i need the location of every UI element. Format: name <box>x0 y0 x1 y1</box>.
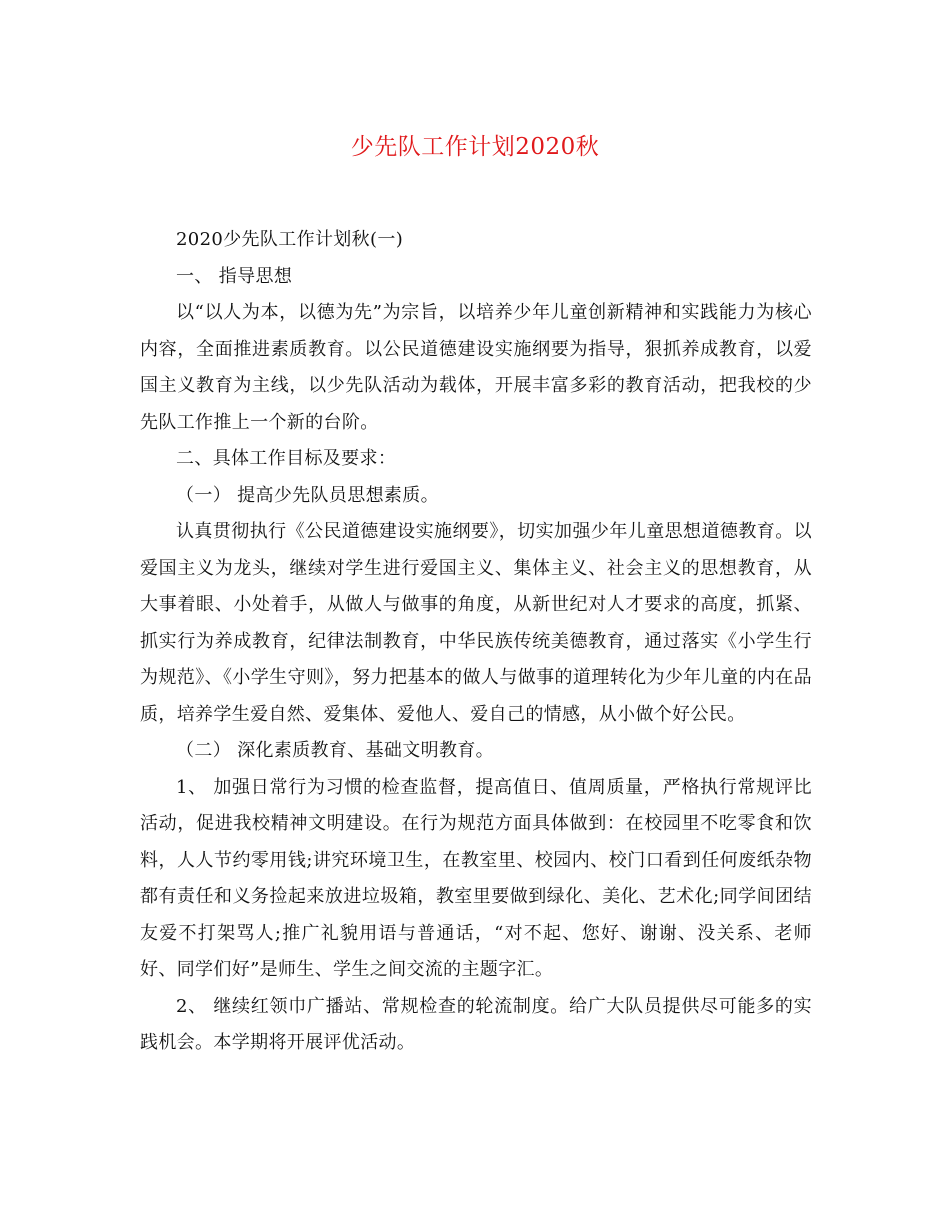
document-title: 少先队工作计划2020秋 <box>350 134 600 160</box>
document-body <box>140 222 812 1062</box>
subheading-ideological-quality: （一） 提高少先队员思想素质。 <box>176 484 439 506</box>
section-heading-plan-one: 2020少先队工作计划秋(一) <box>176 229 404 250</box>
section-heading-goals: 二、具体工作目标及要求： <box>176 448 397 469</box>
paragraph-item-2: 2、 继续红领巾广播站、常规检查的轮流制度。给广大队员提供尽可能多的实践机会。本学期将开展评优活动。 <box>140 995 812 1053</box>
section-heading-guiding-ideology: 一、 指导思想 <box>176 265 293 287</box>
paragraph-guiding-ideology: 以“以人为本，以德为先”为宗旨，以培养少年儿童创新精神和实践能力为核心内容，全面推进素质教育。以公民道德建设实施纲要为指导，狠抓养成教育，以爱国主义教育为主线，以少先队活动为载体，开展丰富多彩的教育活动，把我校的少先队工作推上一个新的台阶。 <box>140 302 812 433</box>
paragraph-item-1: 1、 加强日常行为习惯的检查监督，提高值日、值周质量，严格执行常规评比活动，促进我校精神文明建设。在行为规范方面具体做到：在校园里不吃零食和饮料，人人节约零用钱;讲究环境卫生，在教室里、校园内、校门口看到任何废纸杂物都有责任和义务捡起来放进垃圾箱，教室里要做到绿化、美化、艺术化;同学间团结友爱不打架骂人;推广礼貌用语与普通话，“对不起、您好、谢谢、没关系、老师好、同学们好”是师生、学生之间交流的主题字汇。 <box>140 776 812 980</box>
subheading-quality-education: （二） 深化素质教育、基础文明教育。 <box>176 740 495 761</box>
paragraph-ideological-quality: 认真贯彻执行《公民道德建设实施纲要》，切实加强少年儿童思想道德教育。以爱国主义为龙头，继续对学生进行爱国主义、集体主义、社会主义的思想教育，从大事着眼、小处着手，从做人与做事的角度，从新世纪对人才要求的高度，抓紧、抓实行为养成教育，纪律法制教育，中华民族传统美德教育，通过落实《小学生行为规范》、《小学生守则》，努力把基本的做人与做事的道理转化为少年儿童的内在品质，培养学生爱自然、爱集体、爱他人、爱自己的情感，从小做个好公民。 <box>140 521 812 725</box>
